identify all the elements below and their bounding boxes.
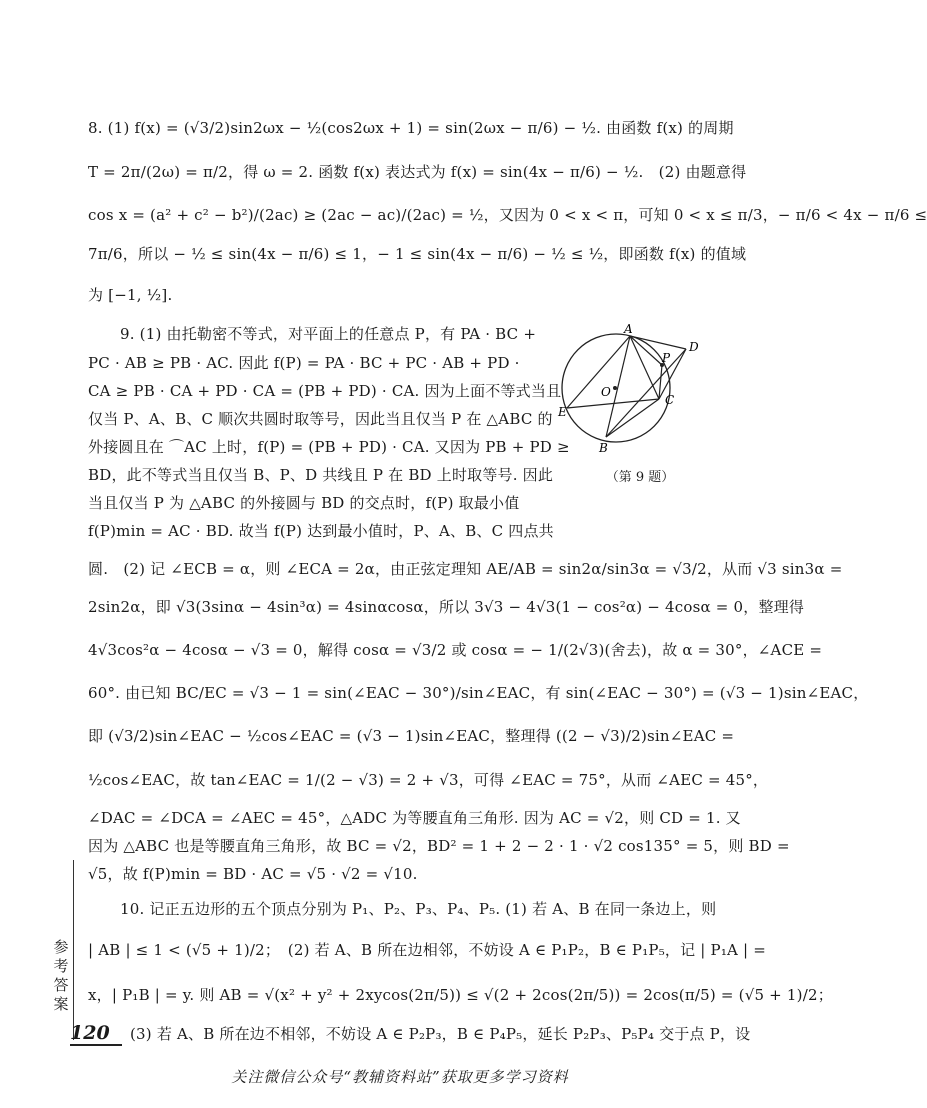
text-line: f(P)min = AC · BD. 故当 f(P) 达到最小值时，P、A、B、C 四点共	[88, 522, 554, 540]
circle-diagram	[558, 320, 708, 460]
footer-note: 关注微信公众号“教辅资料站”获取更多学习资料	[231, 1068, 569, 1086]
text-line: 4√3cos²α − 4cosα − √3 = 0，解得 cosα = √3/2 或 cosα = − 1/(2√3)(舍去)，故 α = 30°，∠ACE =	[88, 641, 823, 659]
text-line: 外接圆且在 ⌒AC 上时，f(P) = (PB + PD) · CA. 又因为 PB + PD ≥	[88, 438, 570, 456]
label-d: D	[689, 340, 699, 354]
text-line: 9. (1) 由托勒密不等式，对平面上的任意点 P，有 PA · BC +	[120, 325, 537, 343]
text-line: | AB | ≤ 1 < (√5 + 1)/2； (2) 若 A、B 所在边相邻，不妨设 A ∈ P₁P₂，B ∈ P₁P₅，记 | P₁A | =	[88, 941, 767, 959]
text-line: 即 (√3/2)sin∠EAC − ½cos∠EAC = (√3 − 1)sin∠EAC，整理得 ((2 − √3)/2)sin∠EAC =	[88, 727, 735, 745]
sidebar-rule	[73, 860, 74, 1040]
text-line: x，| P₁B | = y. 则 AB = √(x² + y² + 2xycos(2π/5)) ≤ √(2 + 2cos(2π/5)) = 2cos(π/5) = (√5 + 1)/2；	[88, 986, 833, 1004]
text-line: 2sin2α，即 √3(3sinα − 4sin³α) = 4sinαcosα，所以 3√3 − 4√3(1 − cos²α) − 4cosα = 0，整理得	[88, 598, 805, 616]
text-line: 仅当 P、A、B、C 顺次共圆时取等号，因此当且仅当 P 在 △ABC 的	[88, 410, 553, 428]
text-line: 当且仅当 P 为 △ABC 的外接圆与 BD 的交点时，f(P) 取最小值	[88, 494, 520, 512]
text-line: 10. 记正五边形的五个顶点分别为 P₁、P₂、P₃、P₄、P₅. (1) 若 A、B 在同一条边上，则	[120, 900, 717, 918]
text-line: 60°. 由已知 BC/EC = √3 − 1 = sin(∠EAC − 30°)/sin∠EAC，有 sin(∠EAC − 30°) = (√3 − 1)sin∠EAC，	[88, 684, 869, 702]
text-line: ½cos∠EAC，故 tan∠EAC = 1/(2 − √3) = 2 + √3，可得 ∠EAC = 75°，从而 ∠AEC = 45°，	[88, 771, 769, 789]
label-c: C	[665, 393, 675, 407]
text-line: 8. (1) f(x) = (√3/2)sin2ωx − ½(cos2ωx + 1) = sin(2ωx − π/6) − ½. 由函数 f(x) 的周期	[88, 119, 734, 137]
label-b: B	[599, 441, 608, 455]
text-line: 为 [−1, ½].	[88, 286, 173, 304]
center-point	[613, 386, 617, 390]
text-line: (3) 若 A、B 所在边不相邻，不妨设 A ∈ P₂P₃，B ∈ P₄P₅，延长 P₂P₃、P₅P₄ 交于点 P，设	[130, 1025, 751, 1043]
text-line: PC · AB ≥ PB · AC. 因此 f(P) = PA · BC + PC · AB + PD ·	[88, 354, 520, 372]
text-line: T = 2π/(2ω) = π/2，得 ω = 2. 函数 f(x) 表达式为 f(x) = sin(4x − π/6) − ½. (2) 由题意得	[88, 163, 747, 181]
text-line: 7π/6，所以 − ½ ≤ sin(4x − π/6) ≤ 1，− 1 ≤ sin(4x − π/6) − ½ ≤ ½，即函数 f(x) 的值域	[88, 245, 747, 263]
label-a: A	[624, 322, 633, 336]
label-o: O	[601, 385, 611, 399]
figure-caption: （第 9 题）	[605, 470, 675, 485]
text-line: BD，此不等式当且仅当 B、P、D 共线且 P 在 BD 上时取等号. 因此	[88, 466, 554, 484]
section-tab: 参考答案	[53, 938, 69, 1013]
text-line: 因为 △ABC 也是等腰直角三角形，故 BC = √2，BD² = 1 + 2 − 2 · 1 · √2 cos135° = 5，则 BD =	[88, 837, 790, 855]
text-line: cos x = (a² + c² − b²)/(2ac) ≥ (2ac − ac)/(2ac) = ½，又因为 0 < x < π，可知 0 < x ≤ π/3，− π/6 < 4x − π/6 ≤	[88, 206, 927, 224]
text-line: ∠DAC = ∠DCA = ∠AEC = 45°，△ADC 为等腰直角三角形. 因为 AC = √2，则 CD = 1. 又	[88, 809, 741, 827]
label-p: P	[662, 351, 671, 365]
text-line: √5，故 f(P)min = BD · AC = √5 · √2 = √10.	[88, 865, 418, 883]
text-line: CA ≥ PB · CA + PD · CA = (PB + PD) · CA. 因为上面不等式当且	[88, 382, 562, 400]
label-e: E	[558, 405, 567, 419]
text-line: 圆. (2) 记 ∠ECB = α，则 ∠ECA = 2α，由正弦定理知 AE/AB = sin2α/sin3α = √3/2，从而 √3 sin3α =	[88, 560, 843, 578]
page-number: 120	[70, 1022, 122, 1046]
